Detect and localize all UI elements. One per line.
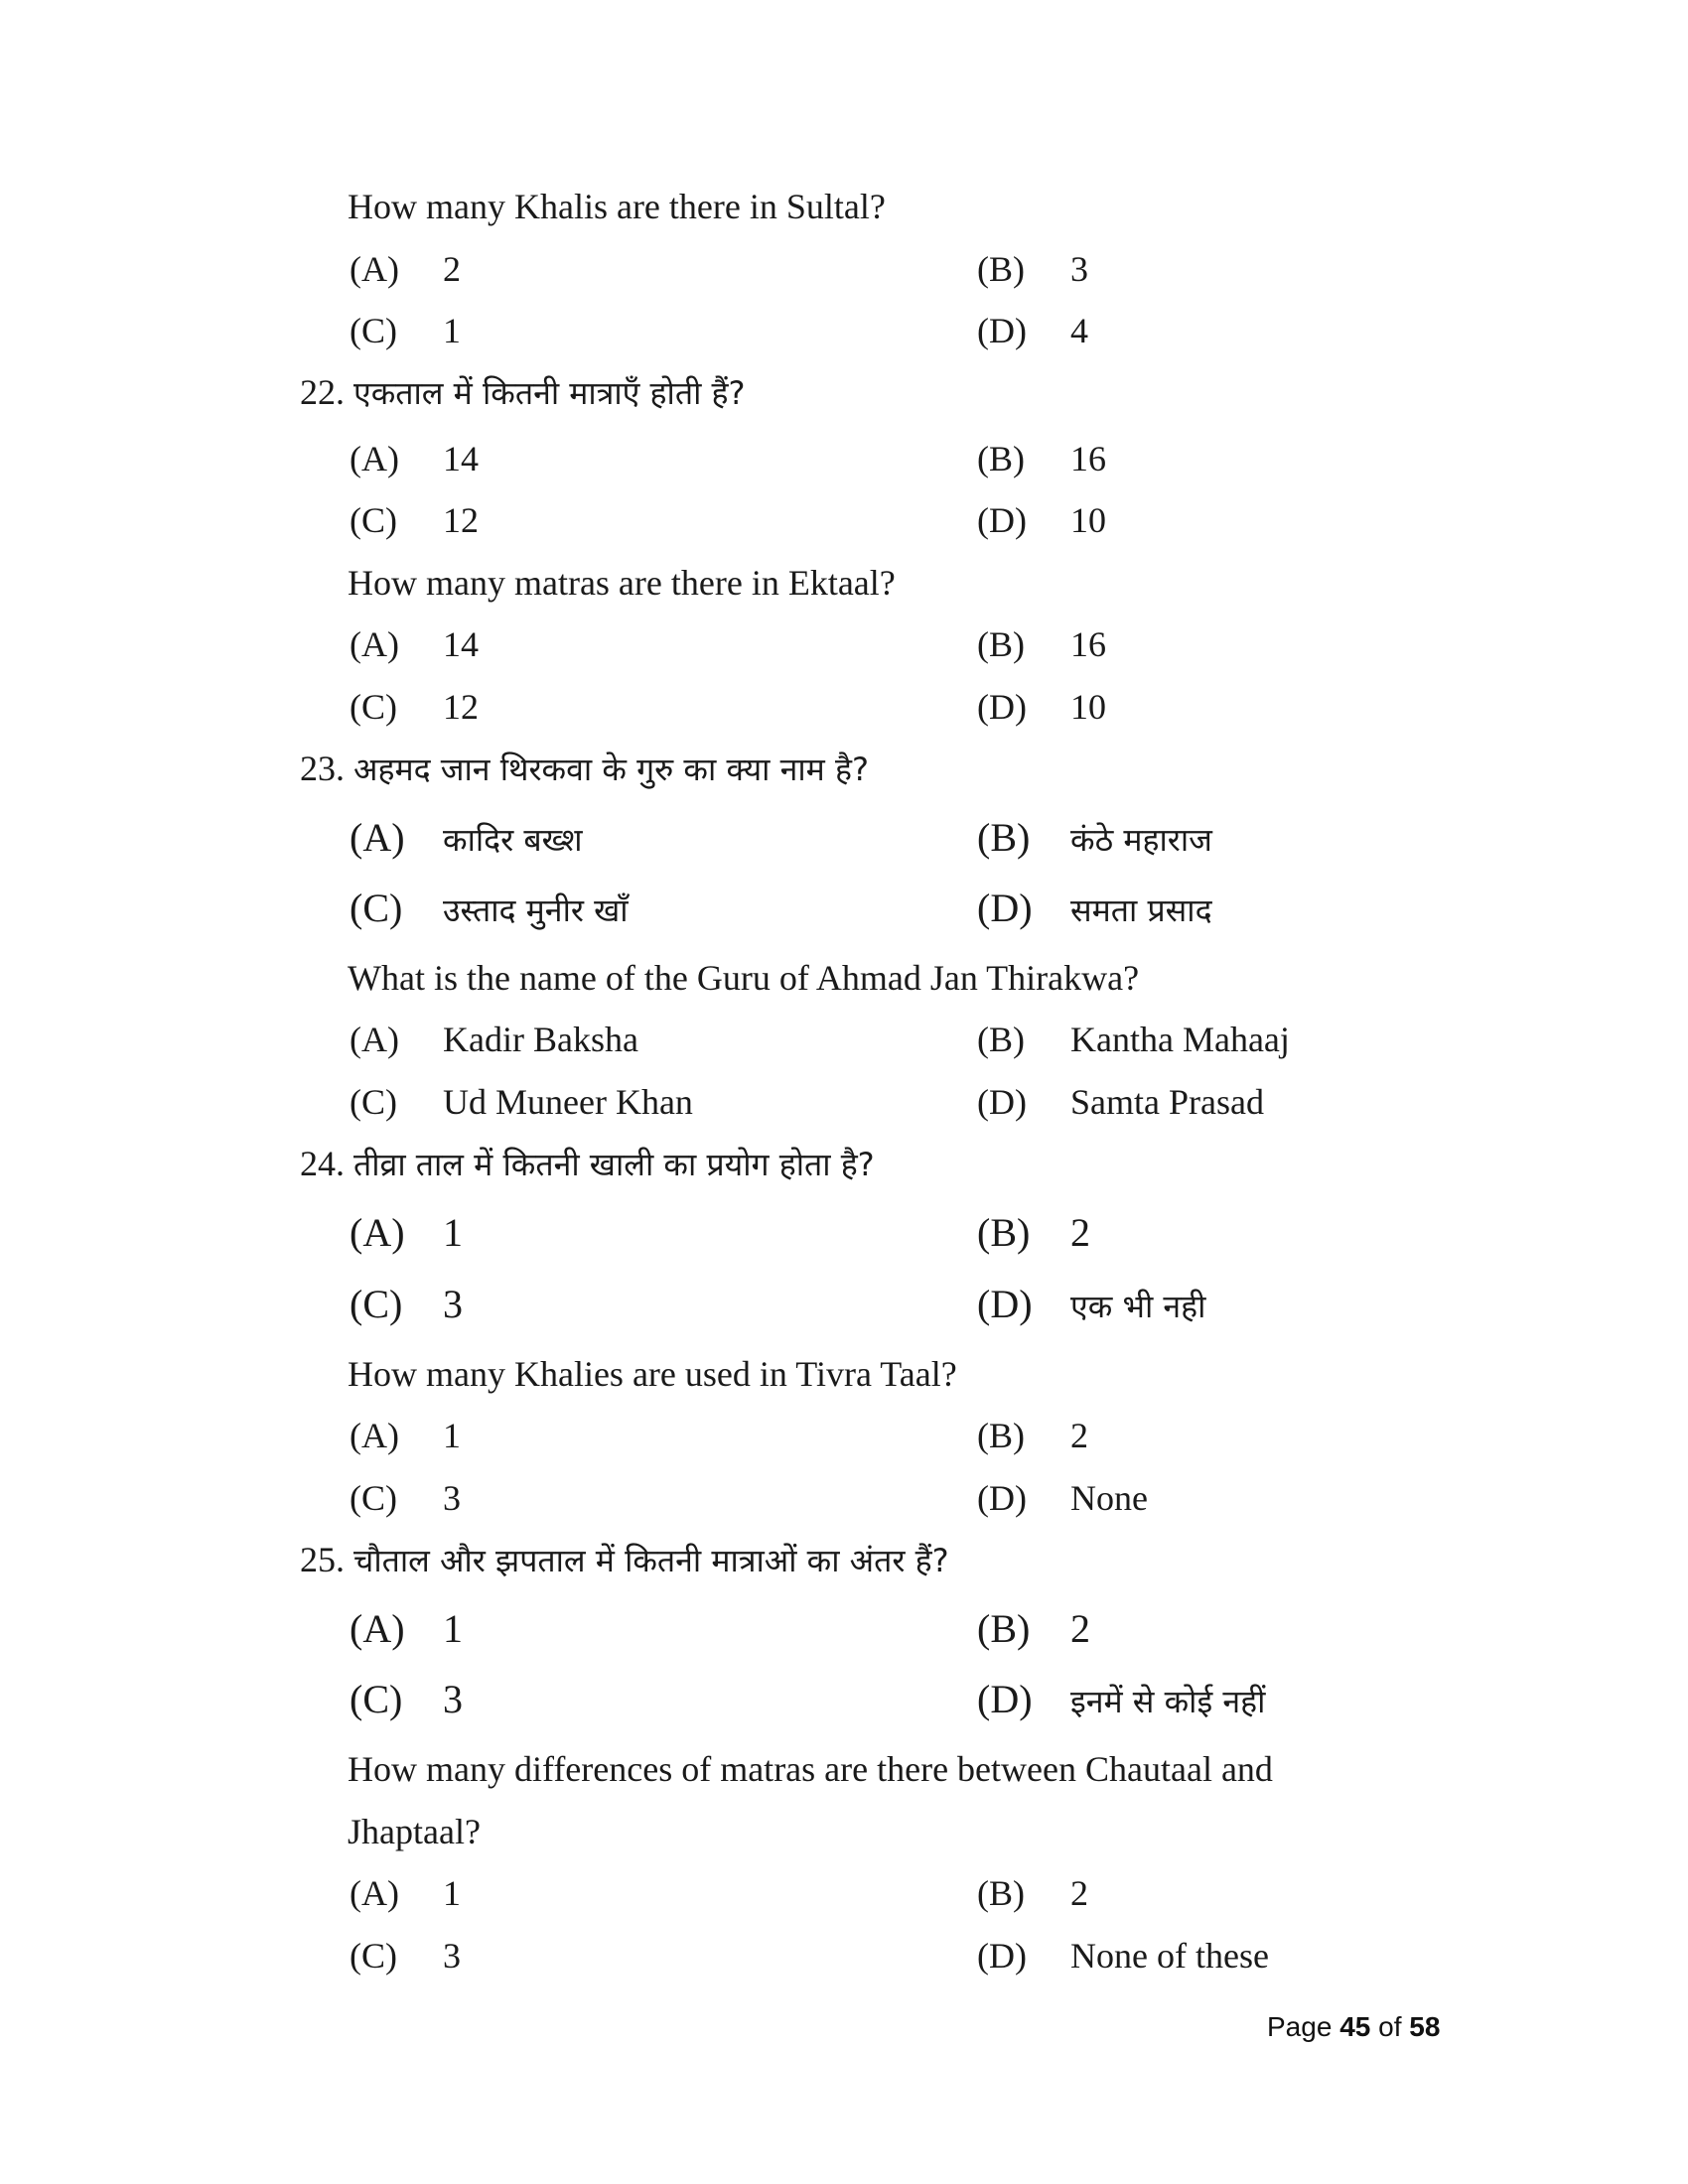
q25-english-text-line1: How many differences of matras are there between Chautaal and bbox=[348, 1749, 1273, 1789]
q23-english-text: What is the name of the Guru of Ahmad Jan Thirakwa? bbox=[348, 958, 1140, 998]
q23-hindi-text: अहमद जान थिरकवा के गुरु का क्या नाम है? bbox=[353, 751, 869, 788]
option-label: (C) bbox=[350, 1936, 397, 1976]
option-label: (B) bbox=[977, 439, 1025, 478]
q23-hi-option-d bbox=[977, 887, 1212, 932]
q25-hi-option-d bbox=[977, 1678, 1265, 1723]
question-number: 23. bbox=[300, 749, 345, 788]
q25-hi-option-b bbox=[977, 1607, 1090, 1651]
q25-en-option-a bbox=[350, 1871, 461, 1915]
option-value: 3 bbox=[443, 1677, 463, 1721]
option-label: (A) bbox=[350, 1210, 405, 1255]
q25-hindi-text: चौताल और झपताल में कितनी मात्राओं का अंतर हैं? bbox=[353, 1542, 949, 1579]
q25-en-option-d bbox=[977, 1934, 1269, 1978]
option-label: (A) bbox=[350, 815, 405, 860]
option-label: (D) bbox=[977, 687, 1027, 727]
option-label: (B) bbox=[977, 815, 1031, 860]
option-value: 4 bbox=[1070, 311, 1088, 350]
q23-en-option-a bbox=[350, 1018, 638, 1061]
option-value: 14 bbox=[443, 624, 479, 664]
q23-heading bbox=[300, 747, 869, 791]
q22-hindi-text: एकताल में कितनी मात्राएँ होती हैं? bbox=[353, 374, 746, 412]
option-value: None of these bbox=[1070, 1936, 1269, 1976]
footer-sep: of bbox=[1378, 2011, 1402, 2042]
q22-heading bbox=[300, 370, 746, 415]
option-label: (A) bbox=[350, 1873, 399, 1913]
q24-heading bbox=[300, 1142, 875, 1186]
option-value: 16 bbox=[1070, 439, 1106, 478]
q24-en-option-a bbox=[350, 1414, 461, 1457]
q23-en-option-b bbox=[977, 1018, 1290, 1061]
option-value: 12 bbox=[443, 687, 479, 727]
option-value: कादिर बख्श bbox=[443, 821, 583, 859]
q22-en-option-a bbox=[350, 622, 479, 666]
q25-hi-option-c bbox=[350, 1678, 463, 1721]
option-value: 3 bbox=[443, 1478, 461, 1518]
option-label: (C) bbox=[350, 1478, 397, 1518]
q24-en-option-b bbox=[977, 1414, 1088, 1457]
q22-hi-option-d bbox=[977, 498, 1106, 542]
option-value: None bbox=[1070, 1478, 1148, 1518]
option-value: 12 bbox=[443, 500, 479, 540]
q24-hi-option-c bbox=[350, 1283, 463, 1326]
option-label: (C) bbox=[350, 1282, 403, 1326]
q23-hi-option-c bbox=[350, 887, 629, 932]
option-label: (D) bbox=[977, 1282, 1033, 1326]
q22-en-option-c bbox=[350, 685, 479, 729]
option-value: Kadir Baksha bbox=[443, 1020, 638, 1059]
q25-heading bbox=[300, 1538, 949, 1582]
q21-en-option-c bbox=[350, 309, 461, 352]
option-value: समता प्रसाद bbox=[1070, 891, 1212, 929]
page-footer bbox=[1267, 2011, 1440, 2043]
option-value: एक भी नही bbox=[1070, 1288, 1206, 1325]
option-value: Ud Muneer Khan bbox=[443, 1082, 693, 1122]
q21-english-text: How many Khalis are there in Sultal? bbox=[348, 187, 886, 226]
option-value: कंठे महाराज bbox=[1070, 821, 1212, 859]
option-label: (A) bbox=[350, 249, 399, 289]
option-label: (D) bbox=[977, 886, 1033, 930]
option-label: (D) bbox=[977, 1936, 1027, 1976]
option-label: (C) bbox=[350, 687, 397, 727]
option-value: 10 bbox=[1070, 687, 1106, 727]
q21-en-option-a bbox=[350, 247, 461, 291]
question-number: 25. bbox=[300, 1540, 345, 1579]
q22-english-text: How many matras are there in Ektaal? bbox=[348, 563, 896, 603]
option-label: (D) bbox=[977, 1082, 1027, 1122]
option-value: 10 bbox=[1070, 500, 1106, 540]
option-label: (B) bbox=[977, 249, 1025, 289]
question-number: 24. bbox=[300, 1144, 345, 1183]
page-number-total: 58 bbox=[1409, 2011, 1441, 2042]
option-value: 3 bbox=[443, 1282, 463, 1326]
option-value: 1 bbox=[443, 311, 461, 350]
option-label: (A) bbox=[350, 1606, 405, 1651]
q24-hi-option-d bbox=[977, 1283, 1205, 1328]
q22-hi-option-a bbox=[350, 437, 479, 480]
option-label: (D) bbox=[977, 500, 1027, 540]
option-label: (B) bbox=[977, 1606, 1031, 1651]
q24-hi-option-a bbox=[350, 1211, 463, 1255]
q25-en-option-b bbox=[977, 1871, 1088, 1915]
footer-prefix: Page bbox=[1267, 2011, 1333, 2042]
question-number: 22. bbox=[300, 372, 345, 412]
q24-hi-option-b bbox=[977, 1211, 1090, 1255]
q25-english-text-line2: Jhaptaal? bbox=[348, 1812, 481, 1851]
q23-hi-option-b bbox=[977, 816, 1212, 862]
option-label: (D) bbox=[977, 311, 1027, 350]
q21-en-option-d bbox=[977, 309, 1088, 352]
q24-en-option-d bbox=[977, 1476, 1148, 1520]
option-label: (C) bbox=[350, 311, 397, 350]
option-label: (D) bbox=[977, 1677, 1033, 1721]
q22-en-option-b bbox=[977, 622, 1106, 666]
option-value: 1 bbox=[443, 1873, 461, 1913]
q22-en-option-d bbox=[977, 685, 1106, 729]
q23-hi-option-a bbox=[350, 816, 583, 862]
option-value: 2 bbox=[1070, 1416, 1088, 1455]
option-value: 2 bbox=[1070, 1210, 1090, 1255]
option-label: (C) bbox=[350, 500, 397, 540]
q24-english-text: How many Khalies are used in Tivra Taal? bbox=[348, 1354, 957, 1394]
q24-en-option-c bbox=[350, 1476, 461, 1520]
option-label: (C) bbox=[350, 886, 403, 930]
q21-en-option-b bbox=[977, 247, 1088, 291]
option-value: 1 bbox=[443, 1606, 463, 1651]
option-label: (B) bbox=[977, 1416, 1025, 1455]
option-label: (C) bbox=[350, 1677, 403, 1721]
option-label: (A) bbox=[350, 624, 399, 664]
q22-hi-option-b bbox=[977, 437, 1106, 480]
q23-en-option-d bbox=[977, 1080, 1264, 1124]
q24-hindi-text: तीव्रा ताल में कितनी खाली का प्रयोग होता है? bbox=[353, 1146, 875, 1183]
option-label: (A) bbox=[350, 1020, 399, 1059]
option-value: Kantha Mahaaj bbox=[1070, 1020, 1290, 1059]
option-value: 3 bbox=[443, 1936, 461, 1976]
q25-hi-option-a bbox=[350, 1607, 463, 1651]
option-value: Samta Prasad bbox=[1070, 1082, 1264, 1122]
option-value: उस्ताद मुनीर खाँ bbox=[443, 891, 629, 929]
option-value: इनमें से कोई नहीं bbox=[1070, 1683, 1266, 1720]
option-label: (D) bbox=[977, 1478, 1027, 1518]
option-label: (B) bbox=[977, 1210, 1031, 1255]
option-label: (A) bbox=[350, 439, 399, 478]
option-value: 2 bbox=[1070, 1873, 1088, 1913]
page-number-current: 45 bbox=[1339, 2011, 1371, 2042]
option-label: (B) bbox=[977, 1020, 1025, 1059]
option-label: (C) bbox=[350, 1082, 397, 1122]
q23-en-option-c bbox=[350, 1080, 693, 1124]
option-label: (B) bbox=[977, 1873, 1025, 1913]
q22-hi-option-c bbox=[350, 498, 479, 542]
option-value: 1 bbox=[443, 1210, 463, 1255]
q25-en-option-c bbox=[350, 1934, 461, 1978]
option-value: 16 bbox=[1070, 624, 1106, 664]
option-label: (B) bbox=[977, 624, 1025, 664]
option-value: 2 bbox=[1070, 1606, 1090, 1651]
option-label: (A) bbox=[350, 1416, 399, 1455]
option-value: 1 bbox=[443, 1416, 461, 1455]
option-value: 14 bbox=[443, 439, 479, 478]
option-value: 3 bbox=[1070, 249, 1088, 289]
option-value: 2 bbox=[443, 249, 461, 289]
